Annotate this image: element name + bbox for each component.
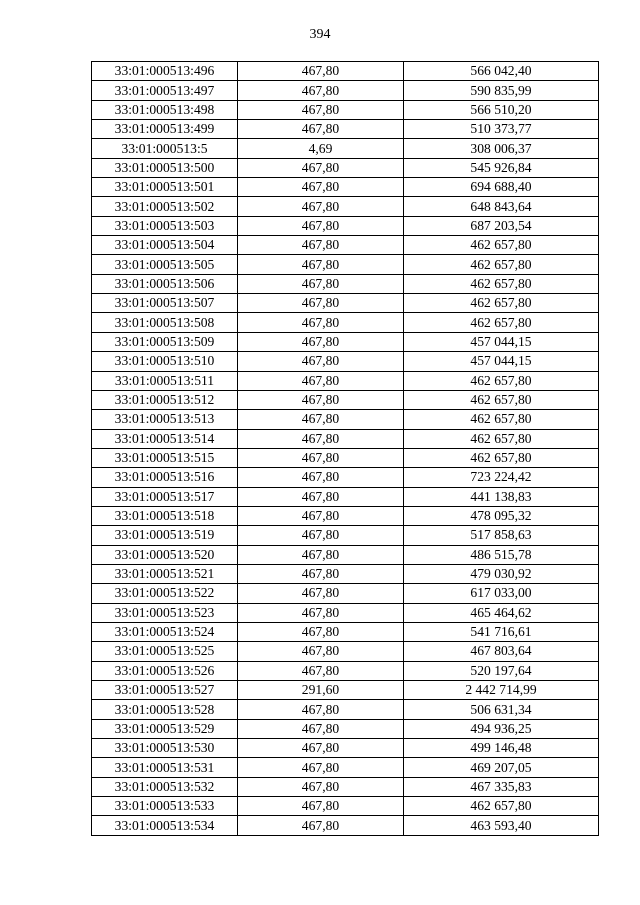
table-row — [92, 352, 599, 371]
table-row — [92, 197, 599, 216]
value-cell: 462 657,80 — [404, 294, 599, 313]
table-row — [92, 294, 599, 313]
cadastral-number-cell: 33:01:000513:520 — [92, 545, 238, 564]
cadastral-number-cell: 33:01:000513:500 — [92, 158, 238, 177]
table-row — [92, 700, 599, 719]
table-row — [92, 371, 599, 390]
cadastral-number-cell: 33:01:000513:531 — [92, 758, 238, 777]
cadastral-number-cell: 33:01:000513:514 — [92, 429, 238, 448]
area-cell: 467,80 — [238, 216, 404, 235]
area-cell: 467,80 — [238, 506, 404, 525]
value-cell: 462 657,80 — [404, 429, 599, 448]
table-row — [92, 603, 599, 622]
value-cell: 467 335,83 — [404, 777, 599, 796]
table-row — [92, 313, 599, 332]
area-cell: 467,80 — [238, 410, 404, 429]
value-cell: 494 936,25 — [404, 719, 599, 738]
area-cell: 467,80 — [238, 642, 404, 661]
value-cell: 510 373,77 — [404, 120, 599, 139]
value-cell: 467 803,64 — [404, 642, 599, 661]
area-cell: 467,80 — [238, 178, 404, 197]
table-row — [92, 719, 599, 738]
table-row — [92, 642, 599, 661]
area-cell: 467,80 — [238, 564, 404, 583]
area-cell: 467,80 — [238, 622, 404, 641]
value-cell: 462 657,80 — [404, 797, 599, 816]
cadastral-number-cell: 33:01:000513:497 — [92, 81, 238, 100]
value-cell: 462 657,80 — [404, 274, 599, 293]
area-cell: 467,80 — [238, 390, 404, 409]
area-cell: 467,80 — [238, 758, 404, 777]
table-row — [92, 332, 599, 351]
area-cell: 467,80 — [238, 274, 404, 293]
value-cell: 590 835,99 — [404, 81, 599, 100]
value-cell: 462 657,80 — [404, 448, 599, 467]
value-cell: 463 593,40 — [404, 816, 599, 835]
value-cell: 462 657,80 — [404, 410, 599, 429]
value-cell: 457 044,15 — [404, 352, 599, 371]
cadastral-number-cell: 33:01:000513:521 — [92, 564, 238, 583]
value-cell: 545 926,84 — [404, 158, 599, 177]
area-cell: 467,80 — [238, 294, 404, 313]
cadastral-number-cell: 33:01:000513:523 — [92, 603, 238, 622]
cadastral-number-cell: 33:01:000513:518 — [92, 506, 238, 525]
area-cell: 467,80 — [238, 332, 404, 351]
cadastral-number-cell: 33:01:000513:532 — [92, 777, 238, 796]
cadastral-number-cell: 33:01:000513:529 — [92, 719, 238, 738]
cadastral-number-cell: 33:01:000513:508 — [92, 313, 238, 332]
cadastral-number-cell: 33:01:000513:510 — [92, 352, 238, 371]
value-cell: 517 858,63 — [404, 526, 599, 545]
table-row — [92, 410, 599, 429]
area-cell: 467,80 — [238, 661, 404, 680]
value-cell: 462 657,80 — [404, 371, 599, 390]
area-cell: 467,80 — [238, 777, 404, 796]
cadastral-number-cell: 33:01:000513:516 — [92, 468, 238, 487]
area-cell: 467,80 — [238, 62, 404, 81]
table-row — [92, 62, 599, 81]
table-row — [92, 255, 599, 274]
cadastral-number-cell: 33:01:000513:530 — [92, 739, 238, 758]
area-cell: 467,80 — [238, 545, 404, 564]
cadastral-number-cell: 33:01:000513:5 — [92, 139, 238, 158]
value-cell: 457 044,15 — [404, 332, 599, 351]
cadastral-number-cell: 33:01:000513:525 — [92, 642, 238, 661]
value-cell: 506 631,34 — [404, 700, 599, 719]
value-cell: 648 843,64 — [404, 197, 599, 216]
table-row — [92, 506, 599, 525]
value-cell: 566 510,20 — [404, 100, 599, 119]
cadastral-number-cell: 33:01:000513:506 — [92, 274, 238, 293]
area-cell: 467,80 — [238, 584, 404, 603]
area-cell: 467,80 — [238, 313, 404, 332]
value-cell: 441 138,83 — [404, 487, 599, 506]
value-cell: 462 657,80 — [404, 313, 599, 332]
table-row — [92, 758, 599, 777]
value-cell: 566 042,40 — [404, 62, 599, 81]
table-row — [92, 178, 599, 197]
value-cell: 486 515,78 — [404, 545, 599, 564]
table-row — [92, 584, 599, 603]
table-row — [92, 158, 599, 177]
cadastral-number-cell: 33:01:000513:512 — [92, 390, 238, 409]
table-row — [92, 139, 599, 158]
table-row — [92, 797, 599, 816]
cadastral-number-cell: 33:01:000513:527 — [92, 681, 238, 700]
cadastral-number-cell: 33:01:000513:503 — [92, 216, 238, 235]
cadastral-number-cell: 33:01:000513:513 — [92, 410, 238, 429]
value-cell: 694 688,40 — [404, 178, 599, 197]
cadastral-number-cell: 33:01:000513:526 — [92, 661, 238, 680]
table-row — [92, 448, 599, 467]
cadastral-number-cell: 33:01:000513:511 — [92, 371, 238, 390]
value-cell: 499 146,48 — [404, 739, 599, 758]
area-cell: 467,80 — [238, 100, 404, 119]
cadastral-number-cell: 33:01:000513:498 — [92, 100, 238, 119]
area-cell: 467,80 — [238, 120, 404, 139]
area-cell: 467,80 — [238, 255, 404, 274]
area-cell: 467,80 — [238, 739, 404, 758]
value-cell: 462 657,80 — [404, 390, 599, 409]
area-cell: 4,69 — [238, 139, 404, 158]
cadastral-number-cell: 33:01:000513:515 — [92, 448, 238, 467]
cadastral-number-cell: 33:01:000513:534 — [92, 816, 238, 835]
area-cell: 291,60 — [238, 681, 404, 700]
cadastral-number-cell: 33:01:000513:533 — [92, 797, 238, 816]
cadastral-number-cell: 33:01:000513:517 — [92, 487, 238, 506]
cadastral-number-cell: 33:01:000513:528 — [92, 700, 238, 719]
table-row — [92, 274, 599, 293]
value-cell: 617 033,00 — [404, 584, 599, 603]
area-cell: 467,80 — [238, 429, 404, 448]
area-cell: 467,80 — [238, 719, 404, 738]
page-number: 394 — [309, 27, 331, 42]
value-cell: 462 657,80 — [404, 236, 599, 255]
value-cell: 2 442 714,99 — [404, 681, 599, 700]
cadastral-number-cell: 33:01:000513:504 — [92, 236, 238, 255]
value-cell: 465 464,62 — [404, 603, 599, 622]
table-row — [92, 216, 599, 235]
cadastral-number-cell: 33:01:000513:501 — [92, 178, 238, 197]
table-row — [92, 236, 599, 255]
value-cell: 723 224,42 — [404, 468, 599, 487]
area-cell: 467,80 — [238, 700, 404, 719]
table-row — [92, 661, 599, 680]
table-body — [92, 62, 599, 836]
area-cell: 467,80 — [238, 371, 404, 390]
table-row — [92, 545, 599, 564]
table-row — [92, 100, 599, 119]
cadastral-number-cell: 33:01:000513:496 — [92, 62, 238, 81]
table-row — [92, 390, 599, 409]
area-cell: 467,80 — [238, 197, 404, 216]
table-row — [92, 81, 599, 100]
cadastral-number-cell: 33:01:000513:522 — [92, 584, 238, 603]
area-cell: 467,80 — [238, 81, 404, 100]
table-row — [92, 564, 599, 583]
cadastral-number-cell: 33:01:000513:524 — [92, 622, 238, 641]
table-row — [92, 739, 599, 758]
data-table — [91, 61, 599, 836]
area-cell: 467,80 — [238, 158, 404, 177]
area-cell: 467,80 — [238, 448, 404, 467]
table-row — [92, 526, 599, 545]
cadastral-number-cell: 33:01:000513:509 — [92, 332, 238, 351]
area-cell: 467,80 — [238, 797, 404, 816]
area-cell: 467,80 — [238, 468, 404, 487]
area-cell: 467,80 — [238, 603, 404, 622]
table-row — [92, 429, 599, 448]
table-row — [92, 622, 599, 641]
area-cell: 467,80 — [238, 816, 404, 835]
cadastral-number-cell: 33:01:000513:505 — [92, 255, 238, 274]
value-cell: 308 006,37 — [404, 139, 599, 158]
area-cell: 467,80 — [238, 352, 404, 371]
value-cell: 687 203,54 — [404, 216, 599, 235]
value-cell: 478 095,32 — [404, 506, 599, 525]
cadastral-number-cell: 33:01:000513:502 — [92, 197, 238, 216]
table-row — [92, 487, 599, 506]
table-row — [92, 777, 599, 796]
area-cell: 467,80 — [238, 526, 404, 545]
value-cell: 520 197,64 — [404, 661, 599, 680]
table-row — [92, 120, 599, 139]
cadastral-number-cell: 33:01:000513:519 — [92, 526, 238, 545]
area-cell: 467,80 — [238, 236, 404, 255]
table-row — [92, 468, 599, 487]
value-cell: 469 207,05 — [404, 758, 599, 777]
value-cell: 541 716,61 — [404, 622, 599, 641]
value-cell: 462 657,80 — [404, 255, 599, 274]
table-row — [92, 816, 599, 835]
cadastral-number-cell: 33:01:000513:507 — [92, 294, 238, 313]
cadastral-number-cell: 33:01:000513:499 — [92, 120, 238, 139]
table-row — [92, 681, 599, 700]
value-cell: 479 030,92 — [404, 564, 599, 583]
area-cell: 467,80 — [238, 487, 404, 506]
